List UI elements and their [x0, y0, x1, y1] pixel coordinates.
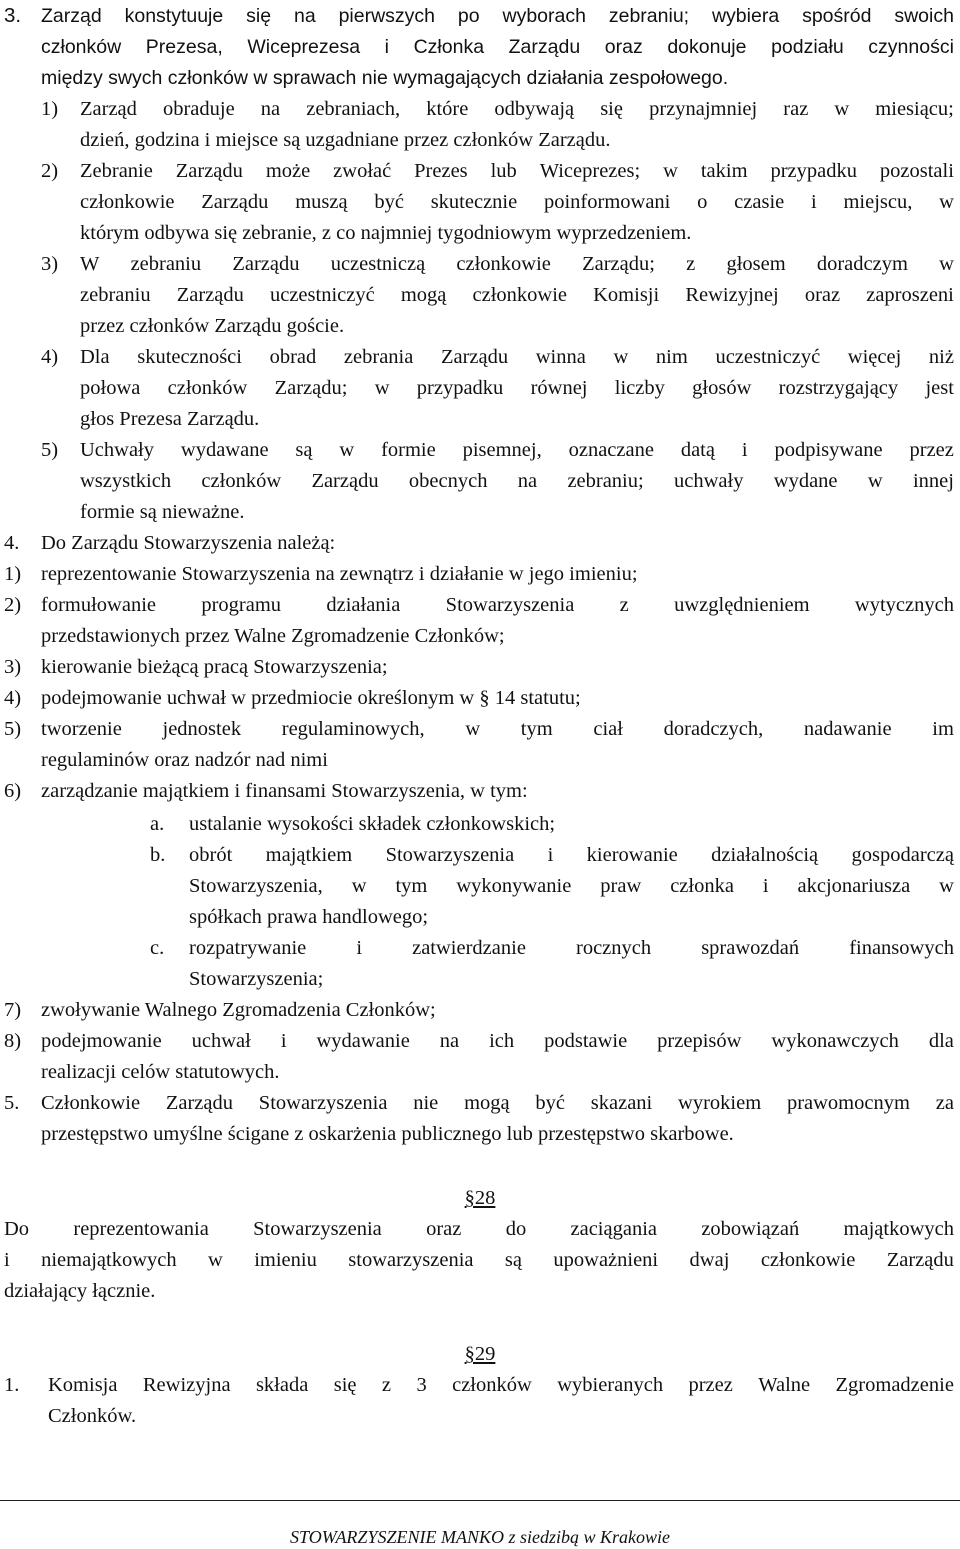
section-4-heading: Do Zarządu Stowarzyszenia należą:: [41, 532, 336, 554]
word: Zarządu: [165, 1092, 234, 1114]
word: członka: [670, 875, 734, 897]
sec3-item-3-line-2: [80, 283, 954, 307]
word: przynajmniej: [649, 98, 758, 120]
word: kierowanie: [586, 844, 678, 866]
word: przez: [688, 1374, 733, 1396]
word: oraz: [604, 36, 643, 58]
word: Uchwały: [80, 439, 155, 461]
word: uczestniczą: [330, 253, 426, 275]
word: przypadku: [770, 160, 857, 182]
word: im: [932, 718, 954, 740]
word: na: [260, 98, 281, 120]
word: członków: [452, 1374, 532, 1396]
word: dwaj: [689, 1249, 730, 1271]
sec4-item-4-number: 4): [4, 687, 22, 709]
sec4-item-8-line-1: [41, 1029, 954, 1053]
word: Prezes: [414, 160, 468, 182]
word: czasie: [734, 191, 785, 213]
word: wytycznych: [854, 594, 954, 616]
sec4-subitem-b-line-2: [189, 874, 954, 898]
paragraph-28-line-1: [4, 1217, 954, 1241]
word: Stowarzyszenia: [253, 1218, 382, 1240]
word: zebraniu;: [567, 470, 644, 492]
sec4-item-7-number: 7): [4, 999, 22, 1021]
word: członkowie: [456, 253, 551, 275]
word: wyborach: [502, 5, 586, 27]
sec3-item-5-number: 5): [41, 439, 59, 461]
word: przez: [909, 439, 954, 461]
word: jest: [925, 377, 954, 399]
word: Walne: [758, 1374, 811, 1396]
word: i: [811, 191, 817, 213]
word: podziału: [771, 36, 844, 58]
word: zebraniach,: [306, 98, 401, 120]
word: i: [762, 875, 769, 897]
word: zaproszeni: [866, 284, 954, 306]
word: zebrania: [343, 346, 414, 368]
sec3-item-1-line-1: [80, 97, 954, 121]
word: w: [939, 253, 954, 275]
word: wydawane: [180, 439, 269, 461]
section-3-line-2: [41, 35, 954, 59]
word: w: [663, 160, 678, 182]
word: podstawie: [544, 1030, 628, 1052]
word: programu: [201, 594, 282, 616]
word: rocznych: [576, 937, 652, 959]
word: i: [547, 844, 554, 866]
word: równej: [530, 377, 588, 399]
word: rozpatrywanie: [189, 937, 307, 959]
word: Do: [4, 1218, 30, 1240]
word: głosów: [692, 377, 752, 399]
word: na: [293, 5, 316, 27]
word: praw: [600, 875, 642, 897]
word: niemajątkowych: [41, 1249, 177, 1271]
sec3-item-5-line-2: [80, 469, 954, 493]
word: poinformowani: [543, 191, 671, 213]
word: Wiceprezes;: [539, 160, 641, 182]
word: Rewizyjna: [142, 1374, 231, 1396]
word: stowarzyszenia: [348, 1249, 474, 1271]
word: skazani: [590, 1092, 653, 1114]
word: w: [208, 1249, 223, 1271]
word: takim: [700, 160, 748, 182]
footer-text: STOWARZYSZENIE MANKO z siedzibą w Krakowie: [290, 1527, 670, 1547]
sec4-item-5-number: 5): [4, 718, 22, 740]
word: ich: [489, 1030, 515, 1052]
sec3-item-5-line-1: [80, 438, 954, 462]
word: oznaczane: [568, 439, 654, 461]
sec4-item-8-number: 8): [4, 1030, 22, 1052]
word: w: [834, 98, 850, 120]
word: połowa: [80, 377, 141, 399]
footer-divider: [0, 1500, 960, 1501]
word: w: [867, 470, 883, 492]
paragraph-29-title: [0, 1342, 960, 1366]
word: uczestniczyć: [715, 346, 821, 368]
word: dla: [928, 1030, 954, 1052]
word: w: [339, 439, 355, 461]
word: Zarząd: [41, 5, 102, 27]
word: nim: [655, 346, 688, 368]
word: liczby: [614, 377, 665, 399]
word: wszystkich: [80, 470, 172, 492]
word: wydawanie: [316, 1030, 410, 1052]
word: Zebranie: [80, 160, 153, 182]
word: wybiera: [711, 5, 780, 27]
paragraph-28-line-3: działający łącznie.: [4, 1280, 156, 1302]
word: muszą: [295, 191, 348, 213]
word: regulaminowych,: [281, 718, 425, 740]
word: więcej: [847, 346, 902, 368]
word: Zarządu;: [274, 377, 348, 399]
word: o: [697, 191, 708, 213]
word: 3: [416, 1374, 427, 1396]
section-4-number: 4.: [4, 532, 20, 554]
section-3-line-3: między swych członków w sprawach nie wymagających działania zespołowego.: [41, 67, 729, 89]
word: wykonywanie: [456, 875, 572, 897]
sec4-item-3-line-1: kierowanie bieżącą pracą Stowarzyszenia;: [41, 656, 388, 678]
paragraph-29-title-text: §29: [464, 1343, 496, 1365]
word: Zarządu;: [582, 253, 655, 275]
word: się: [333, 1374, 357, 1396]
word: upoważnieni: [553, 1249, 659, 1271]
sec4-subitem-c-line-1: [189, 936, 954, 960]
word: datą: [680, 439, 715, 461]
word: uchwał: [191, 1030, 251, 1052]
word: nie: [413, 1092, 439, 1114]
word: głosem: [726, 253, 786, 275]
word: Zarządu: [886, 1249, 954, 1271]
word: oraz: [426, 1218, 462, 1240]
word: Wiceprezesa: [247, 36, 361, 58]
word: zebraniu: [80, 284, 151, 306]
word: członków: [41, 36, 122, 58]
word: członkowie: [80, 191, 175, 213]
word: pierwszych: [338, 5, 436, 27]
word: w: [374, 377, 390, 399]
sec4-item-3-number: 3): [4, 656, 22, 678]
paragraph-29-item-1-line-2: Członków.: [48, 1405, 137, 1427]
word: podpisywane: [774, 439, 883, 461]
word: działalnością: [711, 844, 819, 866]
word: może: [265, 160, 311, 182]
word: wykonawczych: [771, 1030, 899, 1052]
word: wybieranych: [557, 1374, 664, 1396]
sec4-item-6-number: 6): [4, 780, 22, 802]
word: Zarząd: [80, 98, 137, 120]
sec4-item-6-line-1: zarządzanie majątkiem i finansami Stowarzyszenia, w tym:: [41, 780, 528, 802]
sec4-item-5-line-2: regulaminów oraz nadzór nad nimi: [41, 749, 328, 771]
word: skutecznie: [430, 191, 518, 213]
sec3-item-2-line-1: [80, 159, 954, 183]
word: członkowie: [472, 284, 567, 306]
word: na: [439, 1030, 460, 1052]
word: zebraniu;: [608, 5, 690, 27]
word: mogą: [400, 284, 447, 306]
word: oraz: [804, 284, 841, 306]
word: Zarządu: [311, 470, 379, 492]
word: działania: [326, 594, 401, 616]
word: zaciągania: [570, 1218, 657, 1240]
section-5-number: 5.: [4, 1092, 20, 1114]
sec4-item-2-number: 2): [4, 594, 22, 616]
word: jednostek: [162, 718, 242, 740]
word: z: [619, 594, 629, 616]
word: się: [246, 5, 272, 27]
word: w: [465, 718, 481, 740]
sec4-subitem-c-number: c.: [150, 937, 165, 959]
sec4-subitem-b-line-1: [189, 843, 954, 867]
word: Zarządu: [201, 191, 269, 213]
word: przypadku: [416, 377, 504, 399]
sec4-item-8-line-2: realizacji celów statutowych.: [41, 1061, 280, 1083]
word: mogą: [464, 1092, 510, 1114]
word: reprezentowania: [73, 1218, 209, 1240]
word: Zarządu: [176, 284, 244, 306]
word: prawomocnym: [786, 1092, 910, 1114]
word: obraduje: [162, 98, 235, 120]
word: do: [505, 1218, 527, 1240]
word: miesiącu;: [875, 98, 954, 120]
paragraph-28-title: [0, 1186, 960, 1210]
word: uwzględnieniem: [674, 594, 810, 616]
word: Stowarzyszenia: [258, 1092, 388, 1114]
sec4-item-7-line-1: zwoływanie Walnego Zgromadzenia Członków;: [41, 999, 436, 1021]
sec3-item-4-line-1: [80, 345, 954, 369]
word: Komisji: [593, 284, 660, 306]
word: tym: [520, 718, 553, 740]
word: członkowie: [760, 1249, 856, 1271]
word: zwołać: [333, 160, 392, 182]
sec4-item-2-line-1: [41, 593, 954, 617]
word: które: [426, 98, 469, 120]
word: tym: [395, 875, 428, 897]
sec3-item-3-line-3: przez członków Zarządu goście.: [80, 315, 345, 337]
word: w: [939, 191, 954, 213]
sec4-subitem-c-line-2: Stowarzyszenia;: [189, 968, 324, 990]
sec3-item-2-number: 2): [41, 160, 59, 182]
word: Członka: [413, 36, 485, 58]
word: i: [741, 439, 748, 461]
word: za: [935, 1092, 954, 1114]
paragraph-28-title-text: §28: [464, 1187, 496, 1209]
word: tworzenie: [41, 718, 122, 740]
word: sprawozdań: [701, 937, 800, 959]
sec4-item-4-line-1: podejmowanie uchwał w przedmiocie określonym w § 14 statutu;: [41, 687, 581, 709]
word: zobowiązań: [701, 1218, 800, 1240]
word: pozostali: [879, 160, 954, 182]
word: Zarządu: [508, 36, 581, 58]
word: finansowych: [849, 937, 954, 959]
word: obecnych: [408, 470, 488, 492]
word: swoich: [894, 5, 954, 27]
word: Stowarzyszenia: [385, 844, 515, 866]
word: być: [535, 1092, 565, 1114]
word: z: [381, 1374, 392, 1396]
sec4-item-5-line-1: [41, 717, 954, 741]
word: skuteczności: [137, 346, 242, 368]
paragraph-28-line-2: [4, 1248, 954, 1272]
section-5-line-2: przestępstwo umyślne ścigane z oskarżenia publicznego lub przestępstwo skarbowe.: [41, 1123, 734, 1145]
sec3-item-5-line-3: formie są nieważne.: [80, 501, 245, 523]
word: formułowanie: [41, 594, 156, 616]
word: podejmowanie: [41, 1030, 162, 1052]
word: w: [351, 875, 367, 897]
sec3-item-1-number: 1): [41, 98, 59, 120]
word: i: [356, 937, 363, 959]
sec4-subitem-a-line-1: ustalanie wysokości składek członkowskich;: [189, 813, 556, 835]
sec4-item-1-line-1: reprezentowanie Stowarzyszenia na zewnątrz i działanie w jego imieniu;: [41, 563, 638, 585]
word: Zgromadzenie: [835, 1374, 954, 1396]
word: formie: [381, 439, 436, 461]
sec4-item-1-number: 1): [4, 563, 22, 585]
word: wydane: [773, 470, 838, 492]
word: Rewizyjnej: [685, 284, 779, 306]
word: w: [939, 875, 954, 897]
word: majątkiem: [265, 844, 353, 866]
word: W: [80, 253, 100, 275]
paragraph-29-item-1-line-1: [48, 1373, 954, 1397]
section-3-line-1: [41, 4, 954, 28]
word: innej: [912, 470, 954, 492]
word: Zarządu: [175, 160, 243, 182]
word: nadawanie: [803, 718, 892, 740]
word: winna: [535, 346, 586, 368]
word: Zarządu: [440, 346, 509, 368]
word: zebraniu: [130, 253, 202, 275]
word: Dla: [80, 346, 110, 368]
word: miejscu,: [843, 191, 913, 213]
word: czynności: [868, 36, 954, 58]
word: i: [4, 1249, 10, 1271]
word: gospodarczą: [851, 844, 954, 866]
word: pisemnej,: [462, 439, 542, 461]
sec3-item-2-line-3: którym odbywa się zebranie, z co najmniej tygodniowym wyprzedzeniem.: [80, 222, 692, 244]
word: składa: [255, 1374, 309, 1396]
word: konstytuuje: [124, 5, 224, 27]
sec4-subitem-a-number: a.: [150, 813, 165, 835]
sec3-item-4-line-3: głos Prezesa Zarządu.: [80, 408, 260, 430]
word: po: [457, 5, 480, 27]
section-5-line-1: [41, 1091, 954, 1115]
word: Zarządu: [232, 253, 300, 275]
sec3-item-3-number: 3): [41, 253, 59, 275]
word: rozstrzygający: [778, 377, 899, 399]
word: doradczych,: [663, 718, 764, 740]
sec3-item-1-line-2: dzień, godzina i miejsce są uzgadniane przez członków Zarządu.: [80, 129, 611, 151]
word: są: [504, 1249, 522, 1271]
word: być: [374, 191, 404, 213]
word: akcjonariusza: [797, 875, 911, 897]
sec3-item-4-number: 4): [41, 346, 59, 368]
word: uchwały: [674, 470, 744, 492]
word: i: [280, 1030, 287, 1052]
word: i: [384, 36, 389, 58]
word: członków: [167, 377, 248, 399]
sec4-subitem-b-line-3: spółkach prawa handlowego;: [189, 906, 429, 928]
word: spośród: [802, 5, 872, 27]
word: majątkowych: [843, 1218, 954, 1240]
word: dokonuje: [667, 36, 747, 58]
word: Stowarzyszenia,: [189, 875, 323, 897]
word: Komisja: [48, 1374, 118, 1396]
sec3-item-3-line-1: [80, 252, 954, 276]
sec3-item-4-line-2: [80, 376, 954, 400]
word: niż: [928, 346, 954, 368]
word: na: [517, 470, 538, 492]
word: z: [686, 253, 696, 275]
word: lub: [490, 160, 517, 182]
word: odbywają: [494, 98, 575, 120]
word: przepisów: [657, 1030, 742, 1052]
word: doradczym: [816, 253, 908, 275]
word: w: [613, 346, 629, 368]
sec4-item-2-line-2: przedstawionych przez Walne Zgromadzenie Członków;: [41, 625, 505, 647]
word: się: [600, 98, 623, 120]
word: Stowarzyszenia: [445, 594, 575, 616]
word: członków: [201, 470, 282, 492]
word: zatwierdzanie: [412, 937, 526, 959]
word: wyrokiem: [678, 1092, 762, 1114]
word: obrót: [189, 844, 233, 866]
word: ciał: [593, 718, 623, 740]
paragraph-29-item-1-number: 1.: [4, 1374, 20, 1396]
sec4-subitem-b-number: b.: [150, 844, 166, 866]
word: Członkowie: [41, 1092, 141, 1114]
word: raz: [783, 98, 809, 120]
word: obrad: [269, 346, 317, 368]
word: są: [295, 439, 313, 461]
word: imieniu: [254, 1249, 317, 1271]
section-3-number: 3.: [4, 4, 22, 27]
sec3-item-2-line-2: [80, 190, 954, 214]
word: Prezesa,: [145, 36, 223, 58]
word: uczestniczyć: [269, 284, 375, 306]
